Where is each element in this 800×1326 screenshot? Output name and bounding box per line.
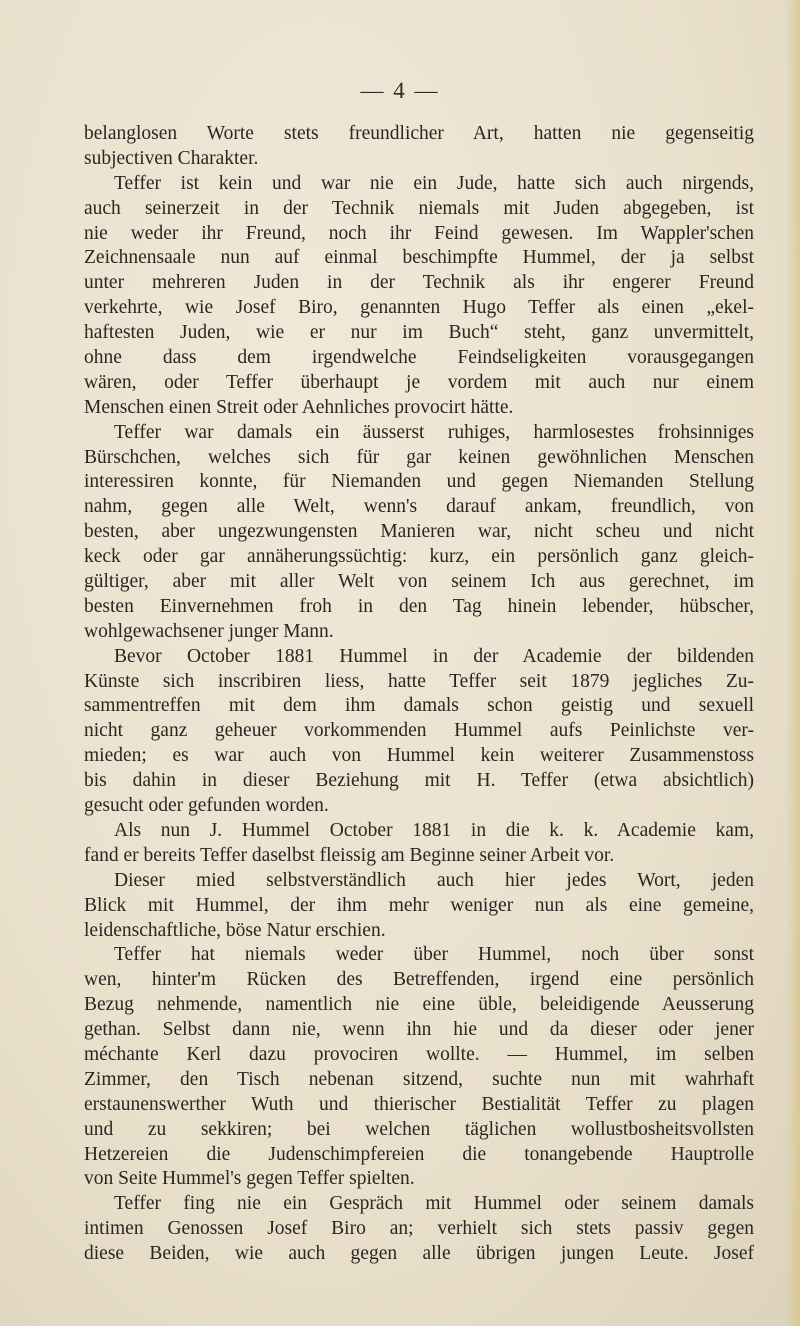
text-line: Zeichnensaale nun auf einmal beschimpfte Hummel, der ja selbst [84,247,754,269]
text-line: leidenschaftliche, böse Natur erschien. [84,919,386,941]
text-line: Bürschchen, welches sich für gar keinen gewöhnlichen Menschen [84,446,754,468]
text-line: diese Beiden, wie auch gegen alle übrigen jungen Leute. Josef [84,1243,754,1265]
text-line: bis dahin in dieser Beziehung mit H. Teffer (etwa absichtlich) [84,770,754,792]
text-line: belanglosen Worte stets freundlicher Art, hatten nie gegenseitig [84,123,754,144]
text-line: nie weder ihr Freund, noch ihr Feind gewesen. Im Wappler'schen [84,222,754,244]
text-line: Teffer ist kein und war nie ein Jude, hatte sich auch nirgends, [114,172,754,194]
text-line: erstaunenswerther Wuth und thierischer Bestialität Teffer zu plagen [84,1093,754,1115]
text-line: wen, hinter'm Rücken des Betreffenden, irgend eine persönlich [84,969,754,991]
page-edge [786,0,800,1326]
text-line: keck oder gar annäherungssüchtig: kurz, ein persönlich ganz gleich- [84,546,754,568]
text-line: Dieser mied selbstverständlich auch hier jedes Wort, jeden [114,869,754,891]
text-line: Zimmer, den Tisch nebenan sitzend, suchte nun mit wahrhaft [84,1068,754,1090]
text-line: ohne dass dem irgendwelche Feindseligkeiten vorausgegangen [84,347,754,369]
text-line: Hetzereien die Judenschimpfereien die tonangebende Hauptrolle [84,1143,754,1165]
text-line: auch seinerzeit in der Technik niemals mit Juden abgegeben, ist [84,197,754,219]
text-line: nicht ganz geheuer vorkommenden Hummel aufs Peinlichste ver- [84,720,754,742]
text-line: und zu sekkiren; bei welchen täglichen wollustbosheitsvollsten [84,1118,754,1140]
text-line: Menschen einen Streit oder Aehnliches provocirt hätte. [84,396,514,418]
text-line: wohlgewachsener junger Mann. [84,620,334,642]
text-line: subjectiven Charakter. [84,147,259,169]
text-line: Teffer hat niemals weder über Hummel, noch über sonst [114,944,754,966]
text-line: méchante Kerl dazu provociren wollte. — Hummel, im selben [84,1043,754,1065]
text-line: von Seite Hummel's gegen Teffer spielten. [84,1168,415,1190]
text-line: Bevor October 1881 Hummel in der Academie der bildenden [114,645,754,667]
text-line: besten, aber ungezwungensten Manieren war, nicht scheu und nicht [84,521,754,543]
text-line: unter mehreren Juden in der Technik als ihr engerer Freund [84,272,754,294]
body-text [84,122,754,1267]
text-line: Blick mit Hummel, der ihm mehr weniger nun als eine gemeine, [84,894,754,916]
text-line: fand er bereits Teffer daselbst fleissig am Beginne seiner Arbeit vor. [84,844,615,866]
text-line: haftesten Juden, wie er nur im Buch“ steht, ganz unvermittelt, [84,322,754,344]
text-line: mieden; es war auch von Hummel kein weiterer Zusammenstoss [84,745,754,767]
text-line: Künste sich inscribiren liess, hatte Teffer seit 1879 jegliches Zu- [84,670,754,692]
page-number: — 4 — [360,78,440,103]
text-line: interessiren konnte, für Niemanden und gegen Niemanden Stellung [84,471,754,493]
text-line: Teffer fing nie ein Gespräch mit Hummel oder seinem damals [114,1193,754,1215]
text-line: Bezug nehmende, namentlich nie eine üble, beleidigende Aeusserung [84,994,754,1016]
text-line: gültiger, aber mit aller Welt von seinem Ich aus gerechnet, im [84,571,754,593]
text-line: besten Einvernehmen froh in den Tag hinein lebender, hübscher, [84,595,754,617]
text-line: wären, oder Teffer überhaupt je vordem mit auch nur einem [84,371,754,393]
text-line: gesucht oder gefunden worden. [84,795,329,817]
text-line: intimen Genossen Josef Biro an; verhielt sich stets passiv gegen [84,1218,754,1240]
text-line: gethan. Selbst dann nie, wenn ihn hie und da dieser oder jener [84,1019,754,1041]
text-line: Als nun J. Hummel October 1881 in die k. k. Academie kam, [114,819,754,841]
text-line: Teffer war damals ein äusserst ruhiges, harmlosestes frohsinniges [114,421,754,443]
text-line: verkehrte, wie Josef Biro, genannten Hugo Teffer als einen „ekel- [84,297,754,319]
text-line: nahm, gegen alle Welt, wenn's darauf ankam, freundlich, von [84,496,754,518]
text-line: sammentreffen mit dem ihm damals schon geistig und sexuell [84,695,754,717]
